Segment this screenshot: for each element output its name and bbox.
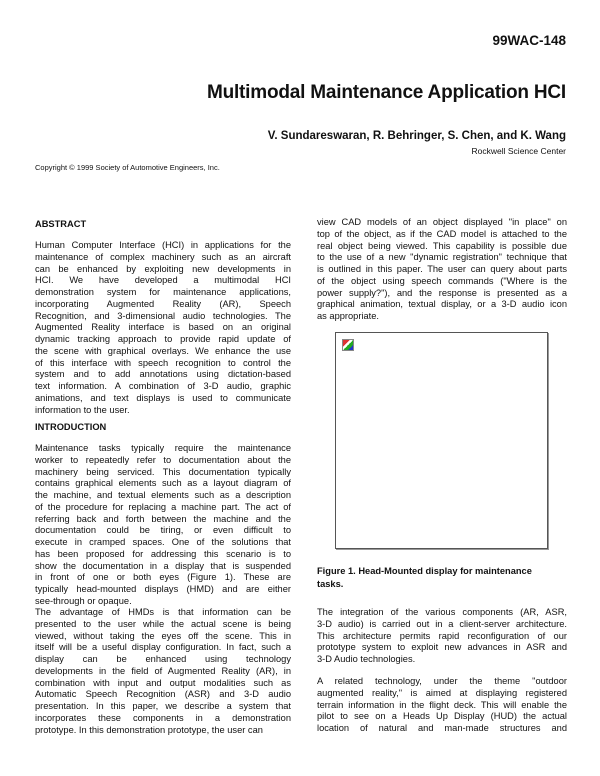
- text-line: execute in cramped spaces. One of the solutions that: [35, 537, 291, 547]
- text-line: Automatic Speech Recognition (ASR) and 3-D audio: [35, 689, 291, 700]
- text-line: maintenance of complex machinery such as an aircraft: [35, 251, 291, 262]
- text-line: location of natural and man-made structures and: [317, 723, 567, 733]
- text-line: of the object using speech commands ("Where is the: [317, 275, 567, 286]
- text-line: machinery being serviced. This documentation typically: [35, 466, 291, 477]
- intro-paragraph-2: [35, 607, 291, 736]
- text-line: is outlined in this paper. The user can query about parts: [317, 264, 567, 274]
- text-line: show the documentation in a display that is suspended: [35, 560, 291, 571]
- text-line: A related technology, under the theme "outdoor: [317, 676, 567, 686]
- intro-paragraph-1: [35, 443, 291, 608]
- introduction-heading: INTRODUCTION: [35, 422, 107, 432]
- affiliation: Rockwell Science Center: [471, 146, 566, 156]
- text-line: demonstration system for maintenance applications,: [35, 287, 291, 297]
- paper-title: Multimodal Maintenance Application HCI: [206, 82, 566, 103]
- text-line: top of the object, as if the CAD model is attached to the: [317, 228, 567, 239]
- text-line: presented to the user while the actual scene is being: [35, 618, 291, 629]
- broken-image-icon: [342, 339, 354, 351]
- text-line: worker to repeatedly refer to documentation about the: [35, 454, 291, 465]
- copyright: Copyright © 1999 Society of Automotive Engineers, Inc.: [35, 163, 220, 172]
- text-line: the scene with graphical overlays. We enhance the use: [35, 345, 291, 356]
- text-line: incorporates these components in a demonstration: [35, 712, 291, 723]
- text-line: of this interface with speech recognition to control the: [35, 357, 291, 368]
- text-line: in front of one or both eyes (Figure 1). These are: [35, 572, 291, 583]
- text-line: Human Computer Interface (HCI) in applications for the: [35, 240, 291, 250]
- text-line: combination with input and output modalities such as: [35, 677, 291, 688]
- right-paragraph-1: [317, 217, 567, 323]
- abstract-paragraph: [35, 240, 291, 416]
- text-line: 3-D audio) is carried out in a client-server architecture.: [317, 618, 567, 629]
- text-line: Maintenance tasks typically require the maintenance: [35, 443, 291, 453]
- text-line: view CAD models of an object displayed "in place" on: [317, 217, 567, 227]
- text-line: graphical animation, textual display, or a 3-D audio icon: [317, 299, 567, 310]
- text-line: power supply?"), and the response is presented as a: [317, 287, 567, 298]
- text-line: Recognition, and 3-dimensional audio technologies. The: [35, 310, 291, 321]
- text-line: prototype. In this demonstration prototype, the user can: [35, 724, 263, 735]
- text-line: documentation could be tiring, or even difficult to: [35, 525, 291, 536]
- text-line: augmented reality," is aimed at displaying registered: [317, 687, 567, 698]
- text-line: system and to add annotations using dictation-based: [35, 369, 291, 380]
- text-line: 3-D Audio technologies.: [317, 654, 416, 664]
- text-line: Augmented Reality interface is based on an original: [35, 322, 291, 333]
- text-line: display can be enhanced using technology: [35, 654, 291, 664]
- text-line: pilot to see on a Heads Up Display (HUD) the actual: [317, 711, 567, 722]
- text-line: see-through or opaque.: [35, 595, 132, 606]
- text-line: prototype system to exploit new advances in ASR and: [317, 642, 567, 653]
- right-paragraph-3: [317, 676, 567, 735]
- right-paragraph-2: [317, 607, 567, 666]
- text-line: The integration of the various components (AR, ASR,: [317, 607, 567, 617]
- figure-1-frame: [335, 332, 548, 549]
- text-line: contains graphical elements such as a layout diagram of: [35, 478, 291, 489]
- text-line: information to the user.: [35, 404, 130, 415]
- text-line: referring back and forth between the machine and the: [35, 513, 291, 524]
- text-line: the machine, and textual elements such as a description: [35, 490, 291, 500]
- abstract-heading: ABSTRACT: [35, 219, 87, 229]
- text-line: animations, and text displays is used to communicate: [35, 392, 291, 403]
- text-line: text information. A combination of 3-D audio, graphic: [35, 381, 291, 391]
- text-line: of the procedure for replacing a machine part. The act of: [35, 501, 291, 512]
- text-line: can be enhanced by exploiting new developments in: [35, 263, 291, 274]
- text-line: has been proposed for addressing this scenario is to: [35, 548, 291, 559]
- figure-1-caption: Figure 1. Head-Mounted display for maintenance tasks.: [317, 566, 532, 589]
- text-line: The advantage of HMDs is that information can be: [35, 607, 291, 617]
- text-line: typically head-mounted displays (HMD) and are either: [35, 584, 291, 594]
- text-line: as appropriate.: [317, 311, 380, 321]
- text-line: incorporating Augmented Reality (AR), Speech: [35, 298, 291, 309]
- text-line: real object being viewed. This capability is possible due: [317, 240, 567, 251]
- text-line: HCI. We have developed a multimodal HCI: [35, 275, 291, 286]
- paper-code: 99WAC-148: [492, 33, 566, 48]
- authors: V. Sundareswaran, R. Behringer, S. Chen, and K. Wang: [267, 130, 566, 142]
- text-line: This architecture permits rapid reconfiguration of our: [317, 630, 567, 641]
- text-line: to the use of a new "dynamic registration" technique that: [317, 252, 567, 263]
- text-line: terrain information in the flight deck. This will enable the: [317, 699, 567, 710]
- text-line: dynamic tracking approach to provide rapid update of: [35, 334, 291, 344]
- text-line: viewed, without taking the eyes off the scene. This in: [35, 630, 291, 641]
- text-line: presentation. In this paper, we describe a system that: [35, 701, 291, 711]
- text-line: itself will be a useful display configuration. In fact, such a: [35, 642, 291, 653]
- text-line: developments in the field of Augmented Reality (AR), in: [35, 665, 291, 676]
